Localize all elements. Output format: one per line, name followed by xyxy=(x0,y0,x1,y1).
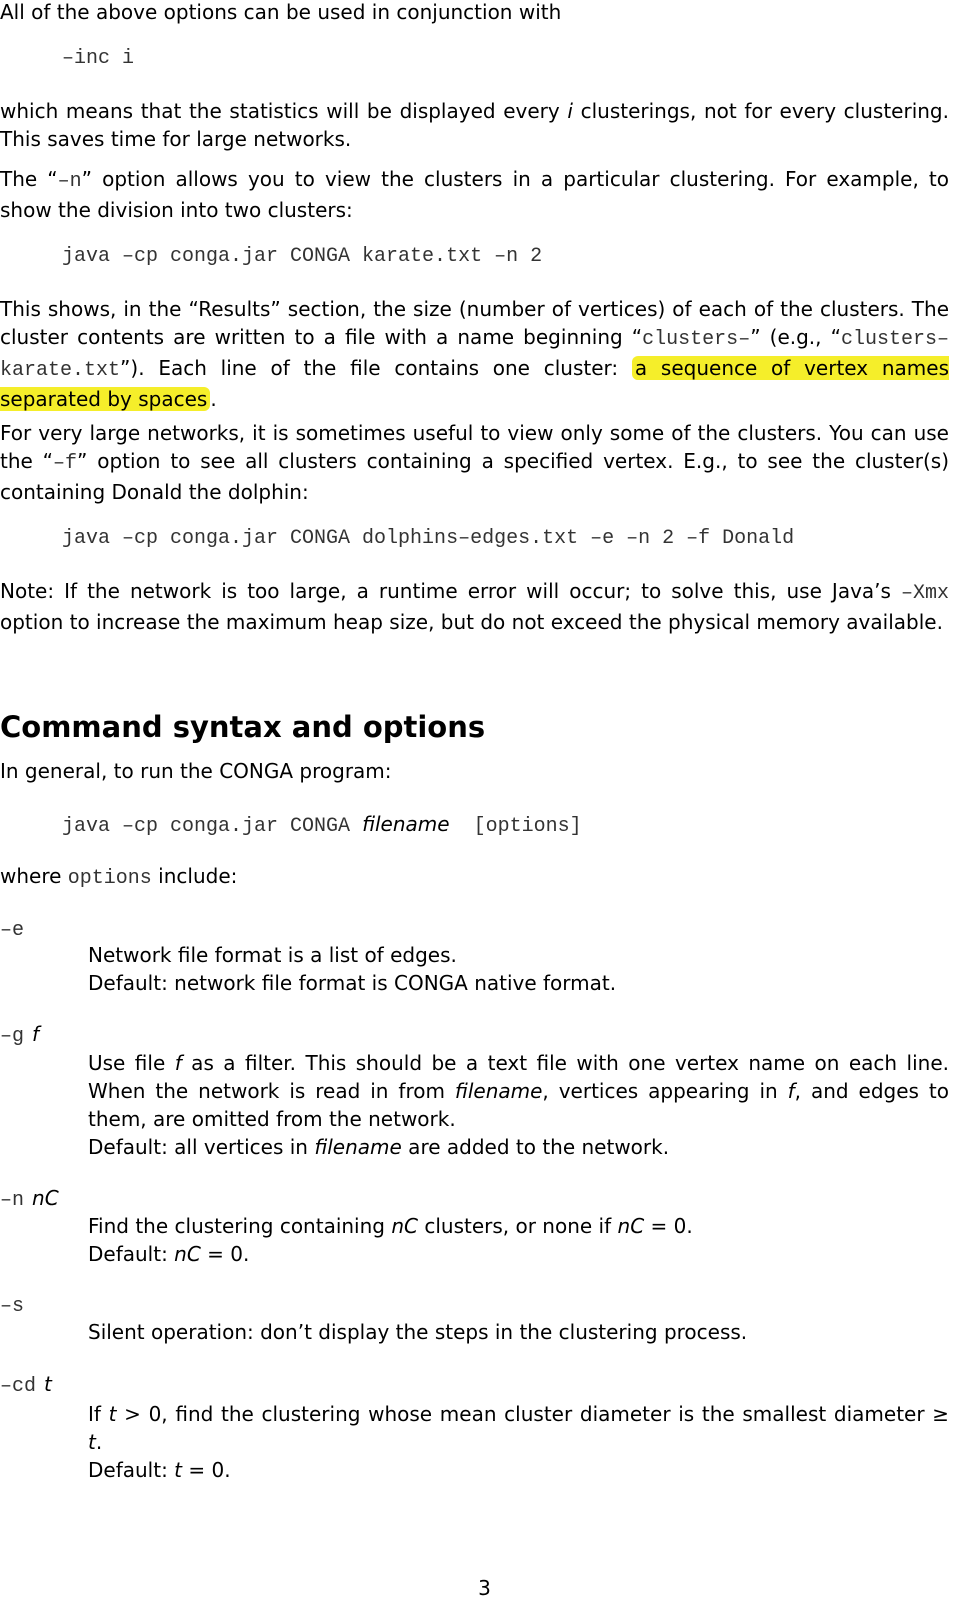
f-option-paragraph: For very large networks, it is sometimes useful to view only some of the clusters. You can use the “–f” option to see all clusters containing a specified vertex. E.g., to see the cluster(s) containing Donald the dolphin: xyxy=(0,421,949,504)
intro-paragraph: All of the above options can be used in conjunction with xyxy=(0,0,562,24)
general-usage-paragraph: In general, to run the CONGA program: xyxy=(0,759,392,783)
highlighted-text: a sequence of vertex names separated by spaces xyxy=(0,356,949,411)
option-cd-description: If t > 0, find the clustering whose mean cluster diameter is the smallest diameter ≥ t. Default: t = 0. xyxy=(88,1402,949,1482)
option-n-description: Find the clustering containing nC clusters, or none if nC = 0. Default: nC = 0. xyxy=(88,1214,693,1266)
note-paragraph: Note: If the network is too large, a runtime error will occur; to solve this, use Java’s –Xmx option to increase the maximum heap size, but do not exceed the physical memory available. xyxy=(0,579,949,634)
results-paragraph: This shows, in the “Results” section, the size (number of vertices) of each of the clusters. The cluster contents are written to a file with a name beginning “clusters–” (e.g., “clusters–karate.txt”). Each line of the file contains one cluster: a sequence of vertex names separated by spaces . xyxy=(0,297,949,411)
inc-explanation-paragraph: which means that the statistics will be displayed every i clusterings, not for every clustering. This saves time for large networks. xyxy=(0,99,949,151)
option-s-description: Silent operation: don’t display the steps in the clustering process. xyxy=(88,1320,748,1344)
page-number: 3 xyxy=(478,1576,491,1600)
code-syntax: java –cp conga.jar CONGA filename [options] xyxy=(62,812,582,838)
section-heading: Command syntax and options xyxy=(0,710,486,744)
option-g-flag: –g f xyxy=(0,1022,40,1048)
code-f-example: java –cp conga.jar CONGA dolphins–edges.txt –e –n 2 –f Donald xyxy=(62,527,795,550)
code-n2-example: java –cp conga.jar CONGA karate.txt –n 2 xyxy=(62,245,543,268)
code-inc-example: –inc i xyxy=(62,47,135,70)
option-g-description: Use file f as a filter. This should be a text file with one vertex name on each line. When the network is read in from filename, vertices appearing in f, and edges to them, are omitted from the network. Default: all vertices in filename are added to the network. xyxy=(88,1051,949,1159)
option-cd-flag: –cd t xyxy=(0,1372,52,1398)
options-intro: where options include: xyxy=(0,864,238,890)
option-e-flag: –e xyxy=(0,919,25,942)
n-option-paragraph: The “–n” option allows you to view the clusters in a particular clustering. For example, to show the division into two clusters: xyxy=(0,167,949,222)
option-e-description: Network file format is a list of edges. Default: network file format is CONGA native format. xyxy=(88,943,617,995)
option-n-flag: –n nC xyxy=(0,1186,59,1212)
option-s-flag: –s xyxy=(0,1295,25,1318)
